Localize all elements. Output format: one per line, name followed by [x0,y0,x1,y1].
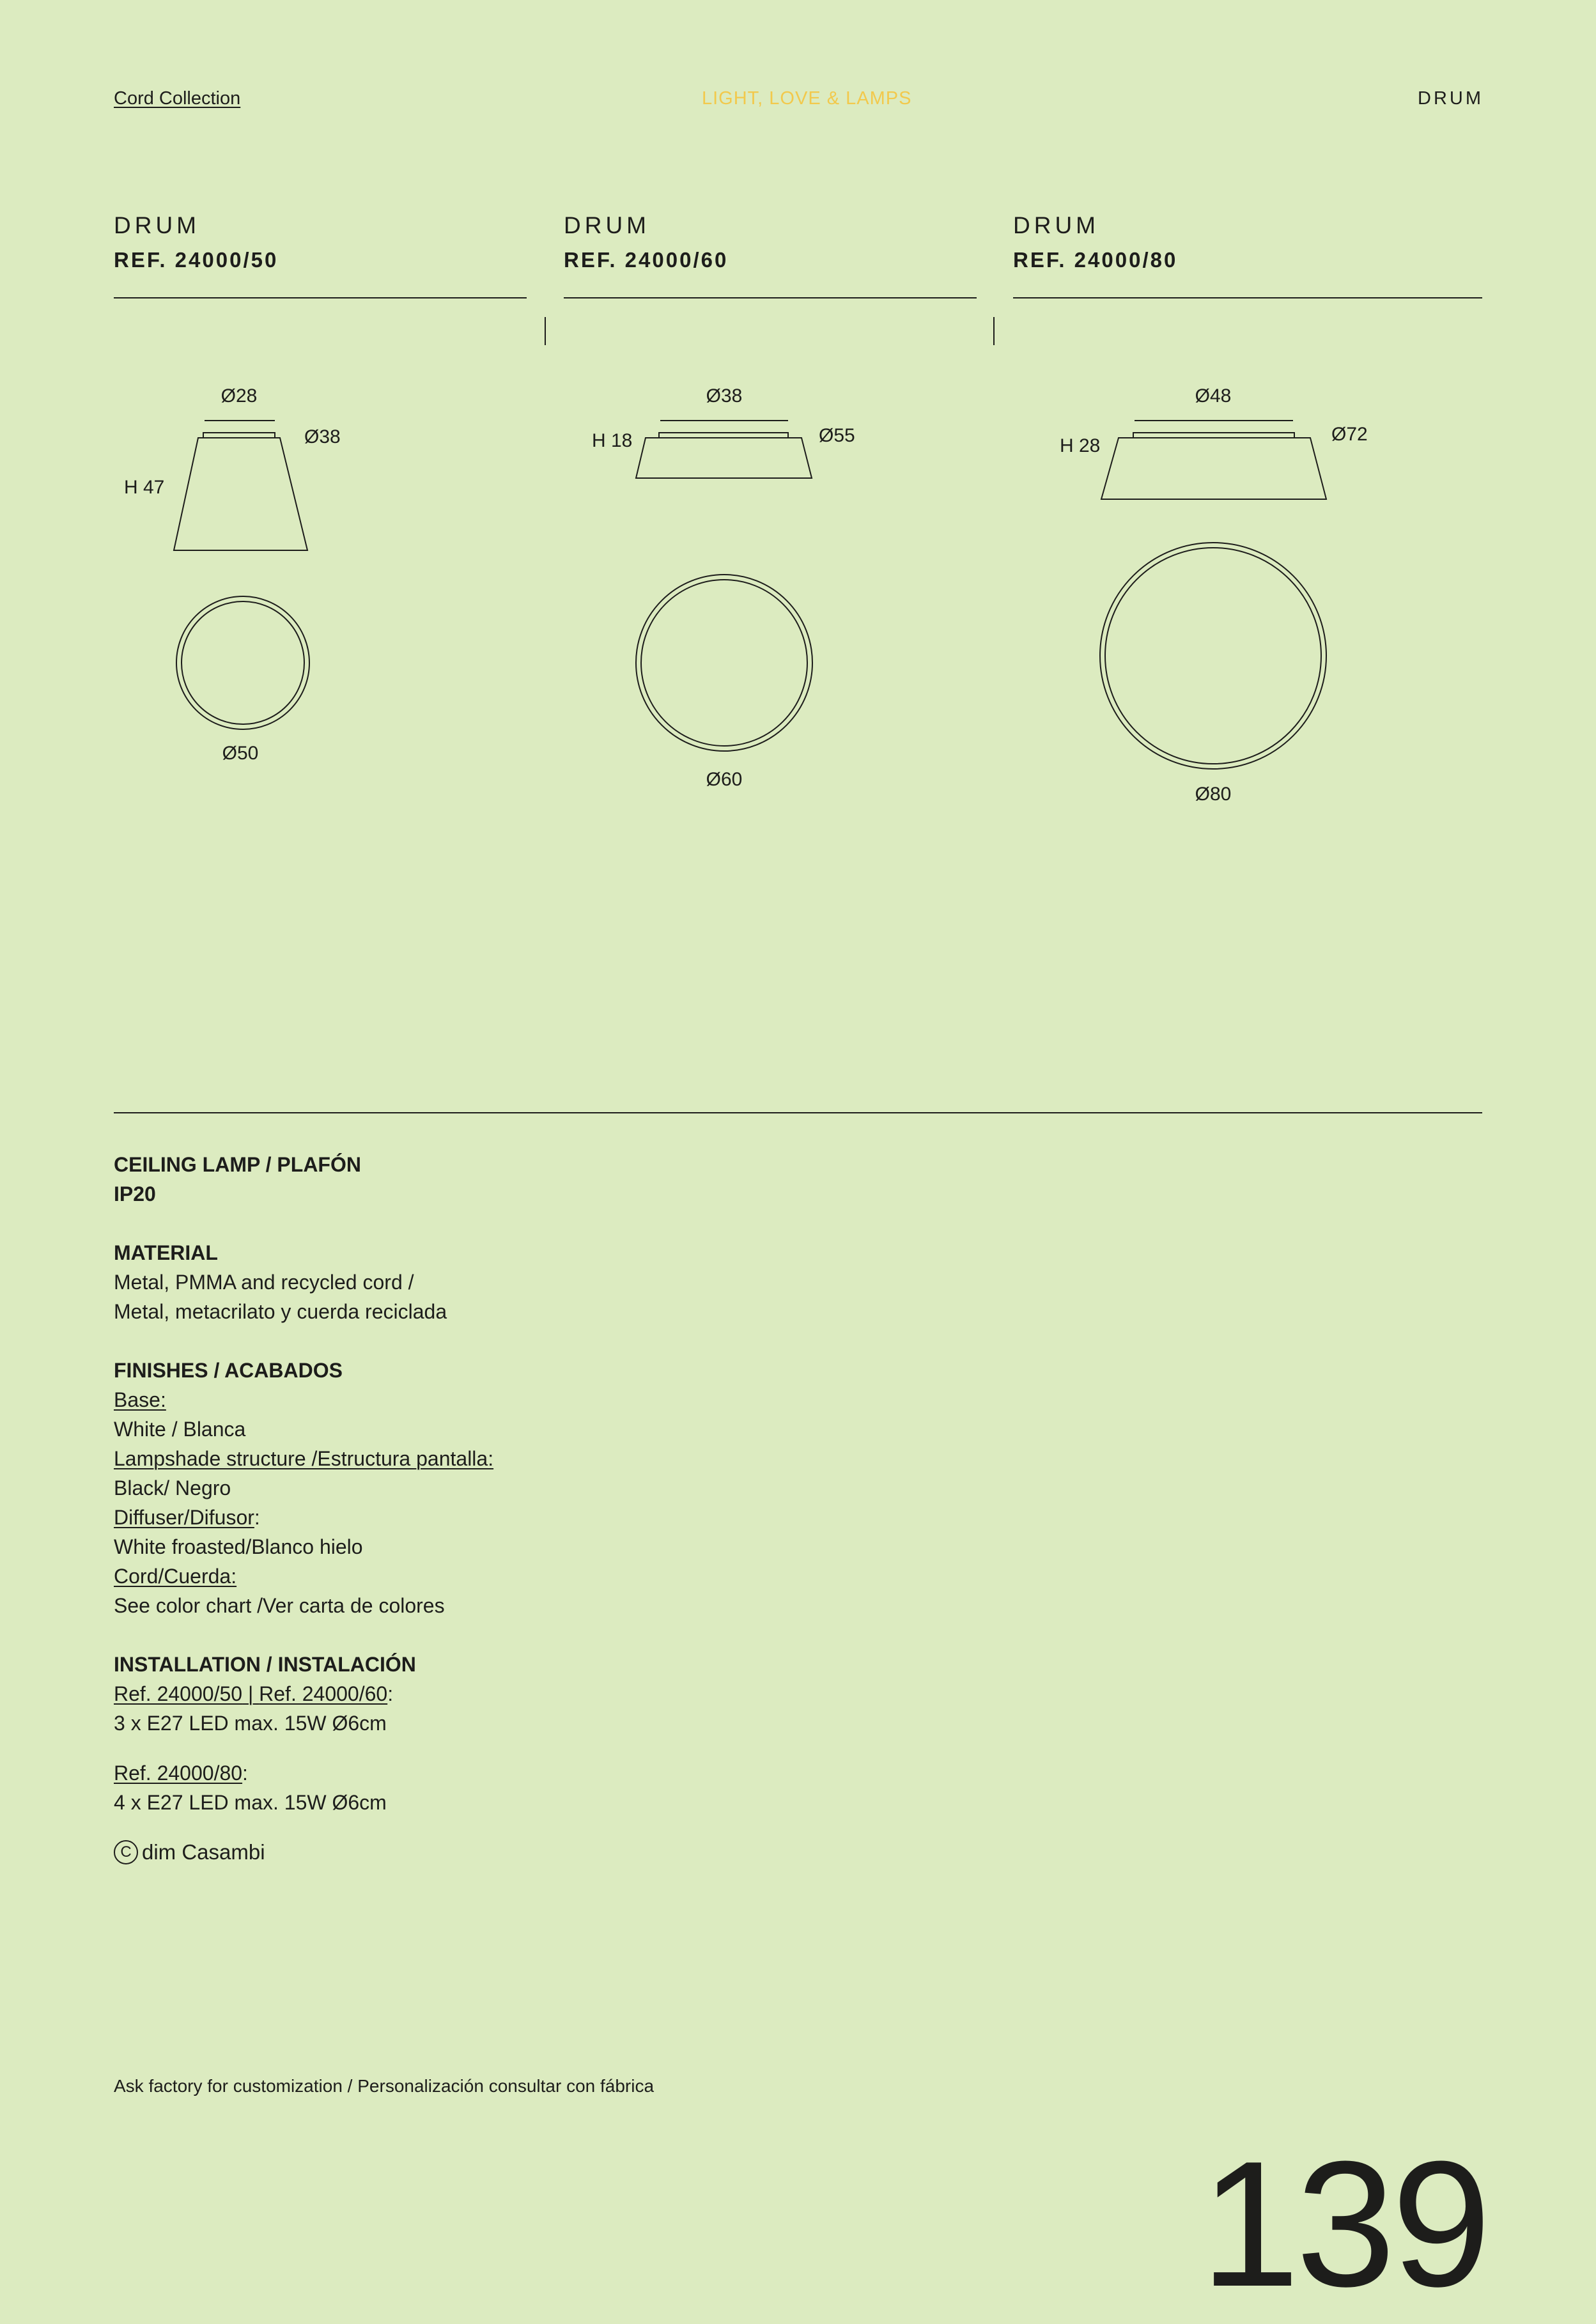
section-rule [114,1112,1482,1113]
install-ref-b: Ref. 24000/60 [259,1682,388,1705]
column-2-name: DRUM [564,212,650,238]
col3-side-diameter: Ø72 [1331,424,1368,445]
col2-bottom-diameter: Ø60 [706,769,743,790]
col1-bottom-diameter: Ø50 [222,743,259,764]
diffuser-label: Diffuser/Difusor [114,1506,254,1529]
product-name-header: DRUM [1418,88,1484,109]
product-info: CEILING LAMP / PLAFÓN IP20 MATERIAL Metal, PMMA and recycled cord / Metal, metacrilato y cuerda reciclada FINISHES / ACABADOS Base: White / Blanca Lampshade structure /Estructura pantalla: Black/ Negro Diffuser/Difusor: White froasted/Blanco hielo Cord/Cuerda: See color chart /Ver carta de colores INSTALLATION / INSTALACIÓN Ref. 24000/50 | Ref. 24000/60: 3 x E27 LED max. 15W Ø6cm Ref. 24000/80: 4 x E27 LED max. 15W Ø6cm C dim Casambi [114,1150,493,1867]
base-value: White / Blanca [114,1418,246,1441]
col1-height: H 47 [124,477,165,498]
col3-top-diameter: Ø48 [1195,385,1232,407]
page-number: 139 [1200,2125,1487,2324]
customization-note: Ask factory for customization / Personalización consultar con fábrica [114,2076,655,2096]
column-3-name: DRUM [1013,212,1099,238]
install-separator: | [242,1682,260,1705]
install-ref-c: Ref. 24000/80 [114,1762,243,1785]
cord-label: Cord/Cuerda: [114,1565,237,1588]
casambi-label: dim Casambi [142,1840,265,1864]
col2-height: H 18 [592,430,633,451]
tagline: LIGHT, LOVE & LAMPS [702,88,912,109]
col3-height: H 28 [1060,435,1101,456]
lamp-side-view-1 [174,421,307,550]
install-value-2: 4 x E27 LED max. 15W Ø6cm [114,1791,387,1814]
col2-top-diameter: Ø38 [706,385,743,407]
lamp-top-view-3 [1100,543,1326,769]
lamp-side-view-2 [636,421,812,478]
column-2-ref: REF. 24000/60 [564,248,729,272]
install-ref-a: Ref. 24000/50 [114,1682,243,1705]
material-en: Metal, PMMA and recycled cord / [114,1271,414,1294]
cord-value: See color chart /Ver carta de colores [114,1594,445,1617]
lamp-type: CEILING LAMP / PLAFÓN [114,1153,361,1176]
collection-link[interactable]: Cord Collection [114,88,241,109]
lampshade-label: Lampshade structure /Estructura pantalla: [114,1447,494,1470]
finishes-title: FINISHES / ACABADOS [114,1359,343,1382]
base-label: Base: [114,1388,166,1411]
lamp-side-view-3 [1101,421,1326,499]
lamp-top-view-2 [636,575,812,751]
column-1-ref: REF. 24000/50 [114,248,279,272]
ip-rating: IP20 [114,1182,156,1205]
col2-side-diameter: Ø55 [819,425,855,446]
diffuser-value: White froasted/Blanco hielo [114,1535,363,1558]
material-es: Metal, metacrilato y cuerda reciclada [114,1300,447,1323]
lamp-top-view-1 [176,596,309,729]
column-1-name: DRUM [114,212,200,238]
lampshade-value: Black/ Negro [114,1476,231,1499]
casambi-control [114,1838,493,1867]
col3-bottom-diameter: Ø80 [1195,784,1232,805]
install-value-1: 3 x E27 LED max. 15W Ø6cm [114,1712,387,1735]
col1-top-diameter: Ø28 [221,385,258,407]
material-title: MATERIAL [114,1241,218,1264]
column-3-ref: REF. 24000/80 [1013,248,1178,272]
installation-title: INSTALLATION / INSTALACIÓN [114,1653,416,1676]
copyright-c-icon: C [114,1840,138,1864]
col1-side-diameter: Ø38 [304,426,341,447]
